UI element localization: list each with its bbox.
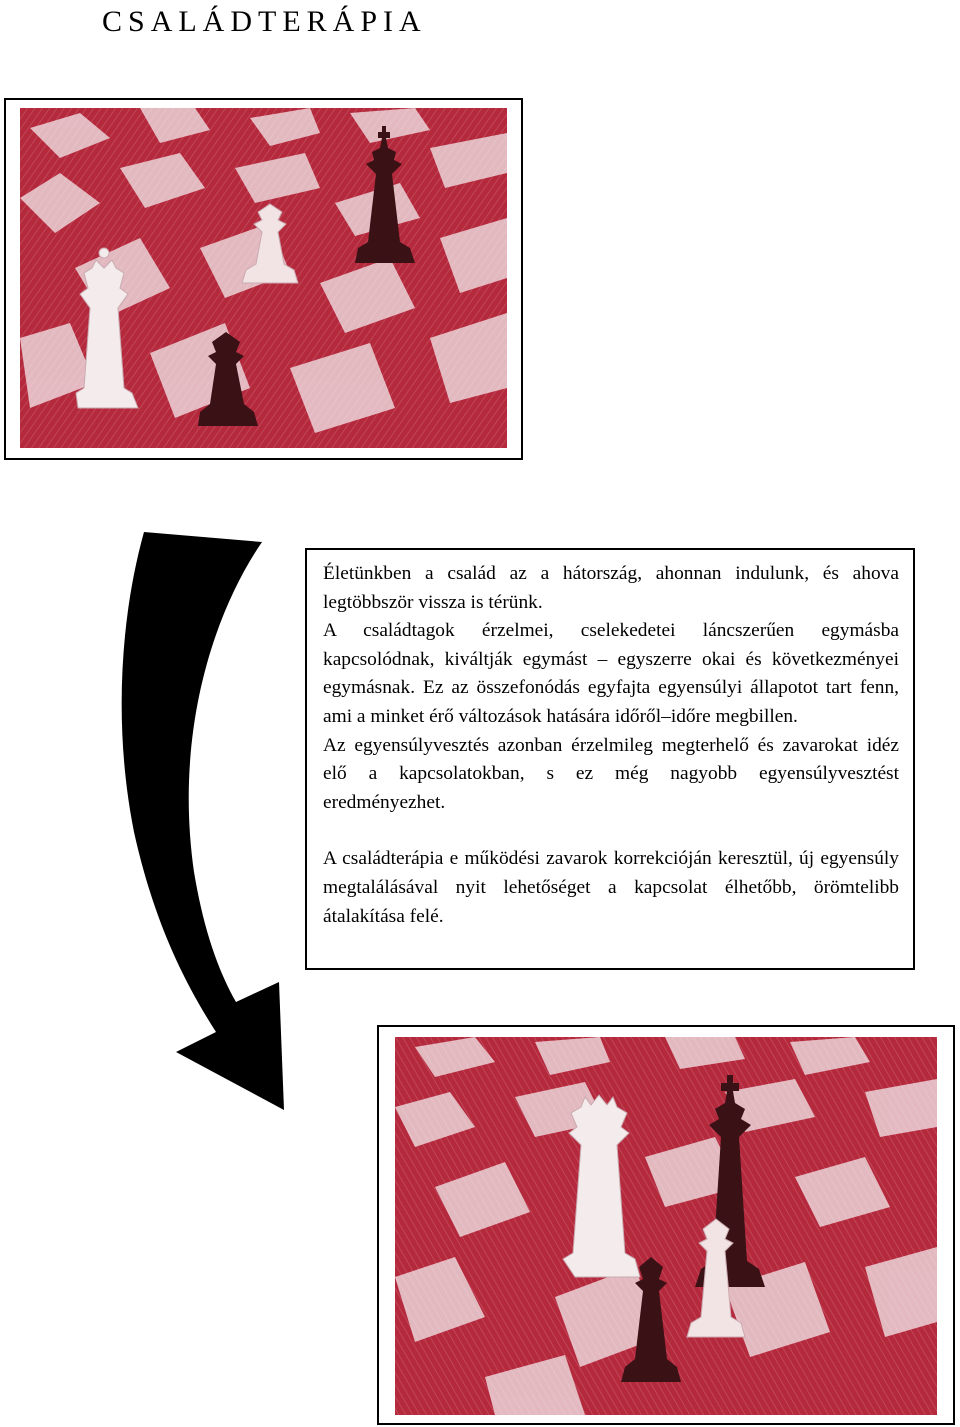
chess-painting-top [20,108,507,448]
paragraph-4: A családterápia e működési zavarok korrekcióján keresztül, új egyensúly megtalálásával nyit lehetőséget a kapcsolat élhetőbb, örömtelibb átalakítása felé. [323,848,899,927]
curved-down-arrow-icon [104,532,294,1112]
bottom-painting-frame [377,1025,955,1425]
paragraph-3: Az egyensúlyvesztés azonban érzelmileg megterhelő és zavarokat idéz elő a kapcsolatokban, s ez még nagyobb egyensúlyvesztést eredményezhet. [323,734,899,813]
description-textbox [305,548,915,970]
top-painting-frame [4,98,523,460]
paragraph-1: Életünkben a család az a hátország, ahonnan indulunk, és ahova legtöbbször vissza is térünk. [323,563,899,613]
chess-painting-bottom [395,1037,937,1415]
paragraph-2: A családtagok érzelmei, cselekedetei láncszerűen egymásba kapcsolódnak, kiváltják egymást – egyszerre okai és következményei egymásnak. Ez az összefonódás egyfajta egyensúlyi állapotot tart fenn, ami a minket érő változások hatására időről–időre megbillen. [323,620,899,727]
page-title: CSALÁDTERÁPIA [102,5,427,38]
